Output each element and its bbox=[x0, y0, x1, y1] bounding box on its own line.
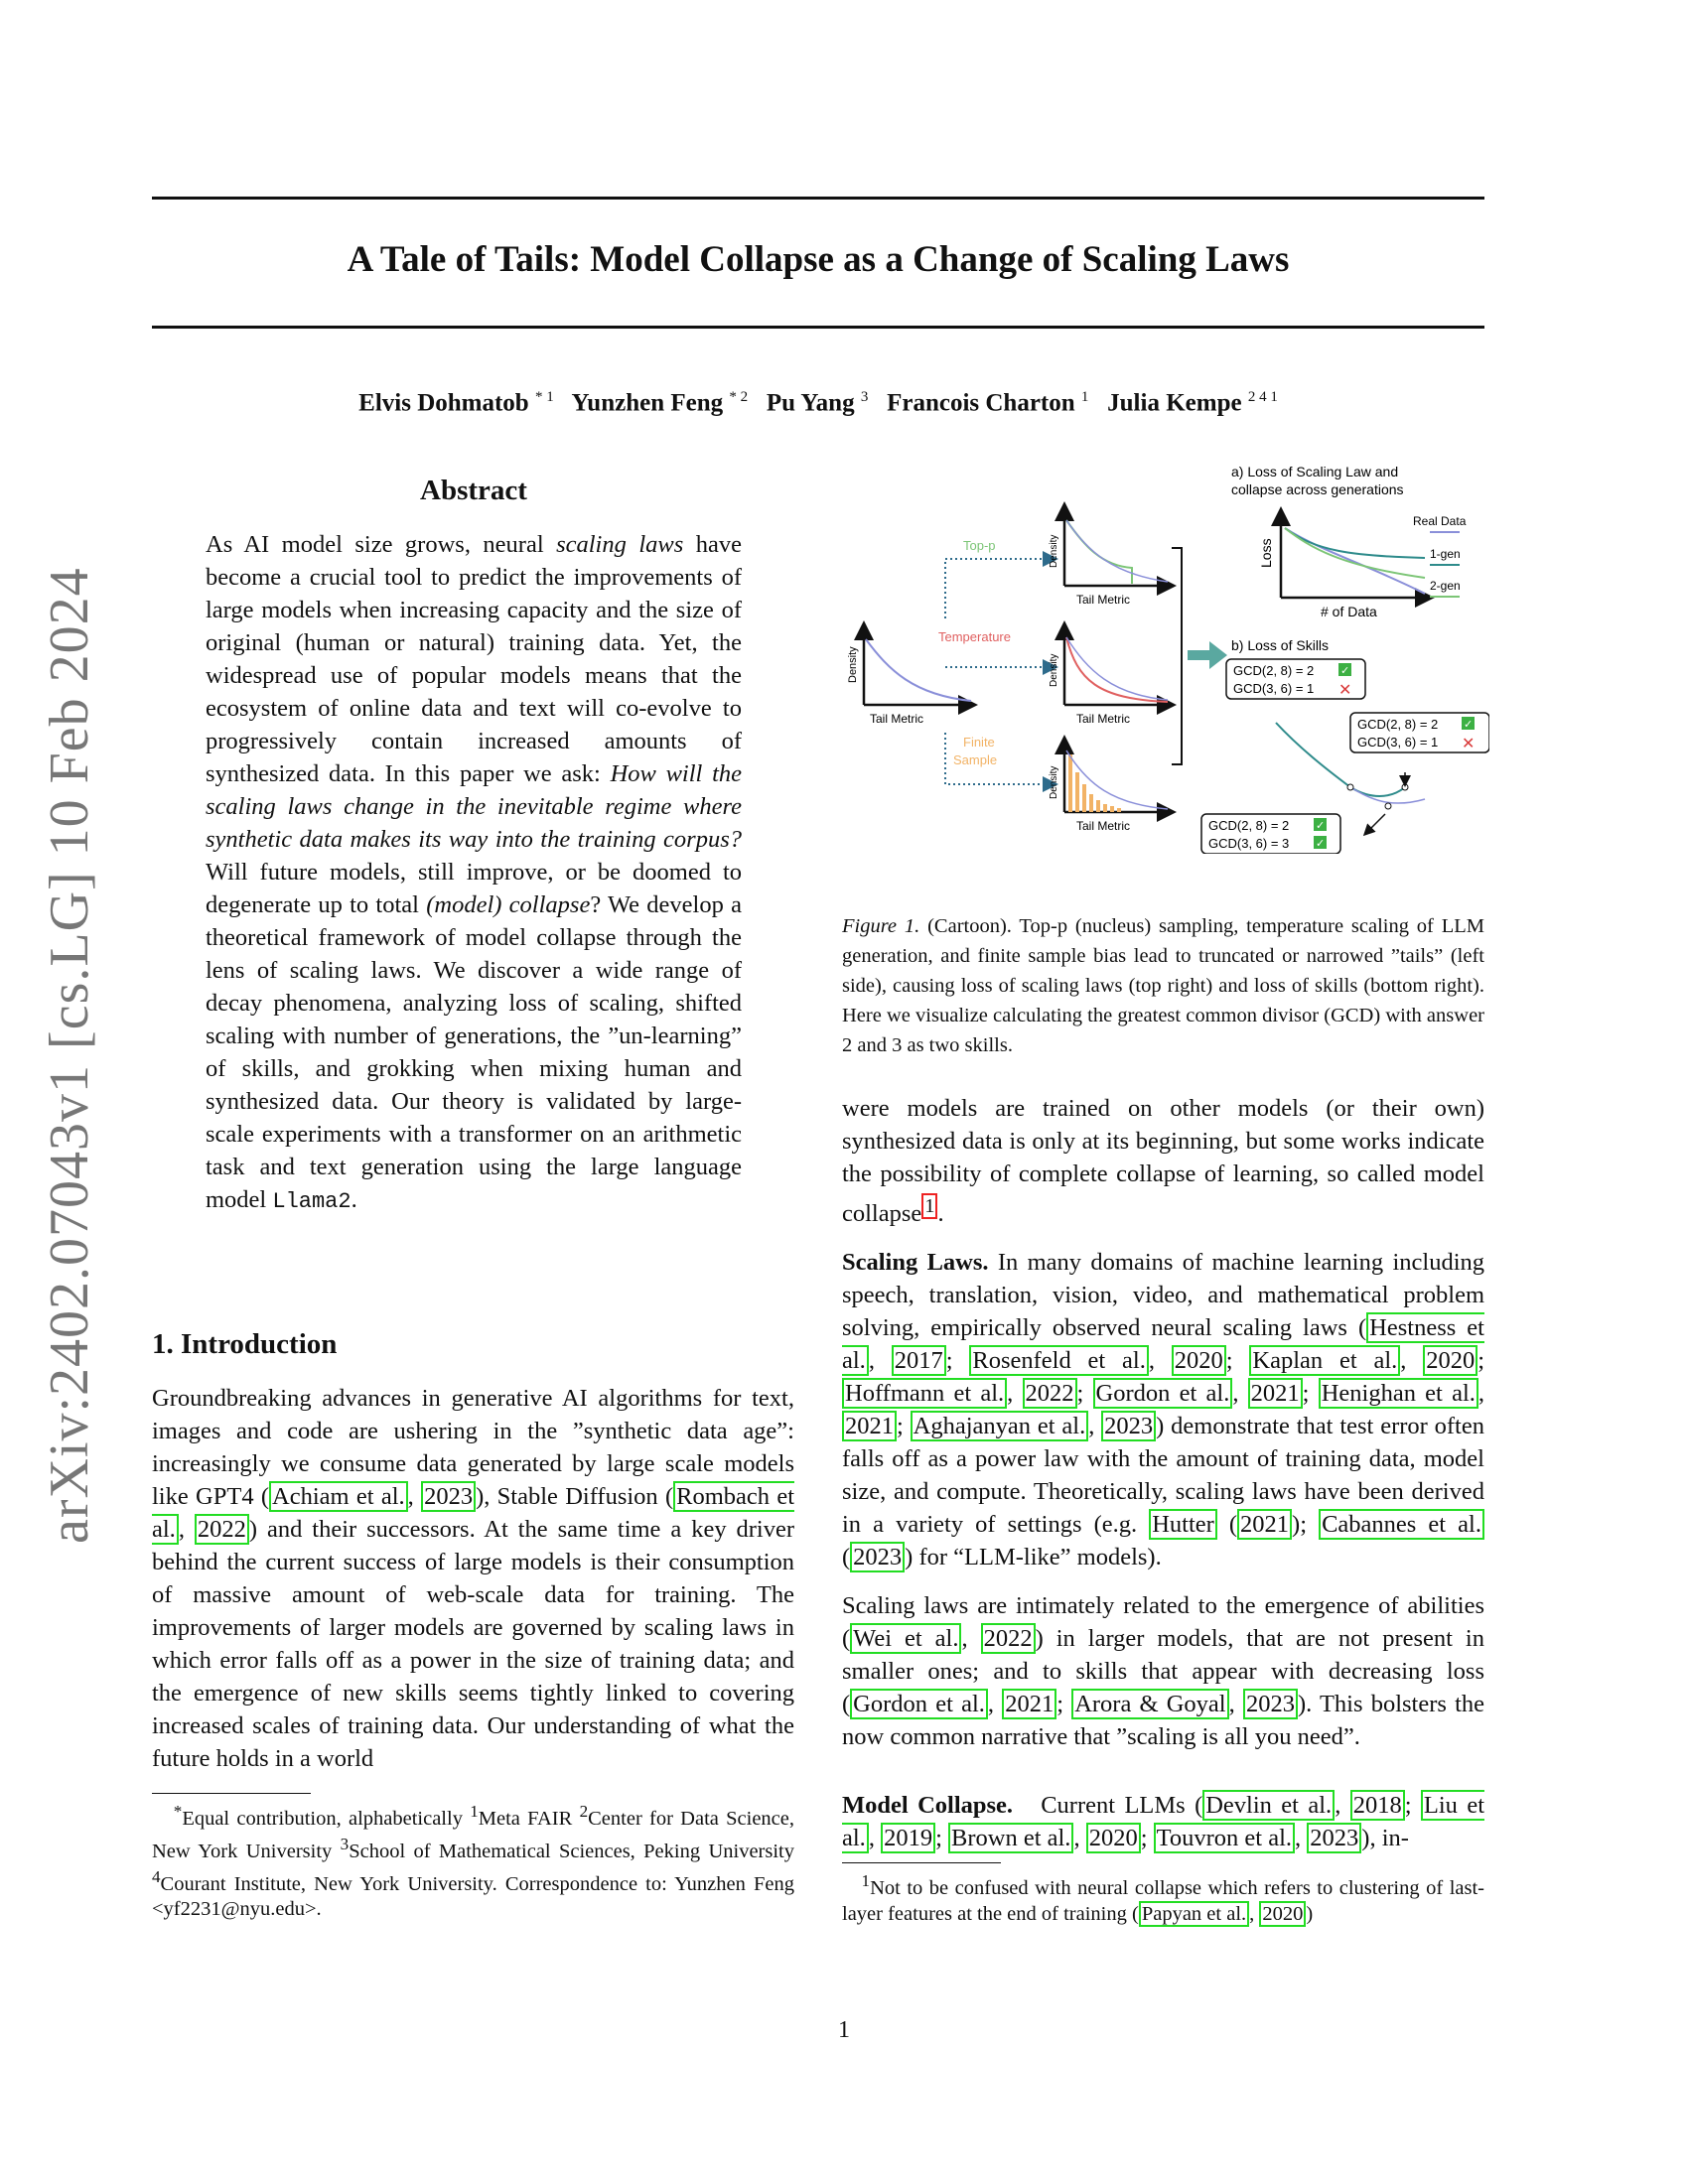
density-plot-temperature bbox=[1049, 625, 1172, 726]
svg-text:GCD(3, 6) = 1: GCD(3, 6) = 1 bbox=[1357, 735, 1439, 750]
author-name: Julia Kempe bbox=[1107, 389, 1242, 417]
density-label: Density bbox=[1049, 653, 1059, 687]
citation-link[interactable]: Arora & Goyal bbox=[1071, 1689, 1228, 1719]
citation-link[interactable]: 2023 bbox=[1243, 1689, 1298, 1719]
density-plot-top-p bbox=[1049, 506, 1172, 607]
citation-link[interactable]: 2021 bbox=[1237, 1509, 1292, 1540]
intro-text: Groundbreaking advances in generative AI algorithms for text, images and code are ushering in the ”synthetic data age”: increasingly we consume data generated by large scale models like GPT4 ( Achiam et al. , 2023 ), Stable Diffusion ( Rombach et al. , 2022 ) and their successors. At the same time a key driver behind the current success of large models is their consumption of massive amount of web-scale data for training. The improvements of larger models are governed by scaling laws in which error falls off as a power in the size of training data; and the emergence of new skills seems tightly linked to covering increased scales of training data. Our understanding of what the future holds in a world bbox=[152, 1385, 795, 1772]
citation-link[interactable]: Gordon et al. bbox=[1093, 1378, 1233, 1409]
svg-text:✓: ✓ bbox=[1316, 838, 1326, 850]
citation-link[interactable]: 2023 bbox=[1101, 1411, 1156, 1441]
author-affil: 1 bbox=[1080, 389, 1089, 405]
cross-icon: ✕ bbox=[1462, 736, 1476, 752]
citation-link[interactable]: 2021 bbox=[1248, 1378, 1303, 1409]
loss-axis-label: Loss bbox=[1258, 538, 1274, 568]
citation-link[interactable]: 2022 bbox=[195, 1514, 249, 1545]
svg-text:✓: ✓ bbox=[1316, 820, 1326, 832]
citation-link[interactable]: Hestness et al. bbox=[842, 1314, 1484, 1375]
figure-1-caption: Figure 1. (Cartoon). Top-p (nucleus) sampling, temperature scaling of LLM generation, and finite sample bias lead to truncated or narrowed ”tails” (left side), causing loss of scaling laws (top right) and loss of skills (bottom right). Here we visualize calculating the greatest common divisor (GCD) with answer 2 and 3 as two skills. bbox=[842, 915, 1484, 1056]
abstract-text: As AI model size grows, neural scaling laws have become a crucial tool to predict the improvements of large models when increasing capacity and the size of original (human or natural) training data. Yet, the widespread use of popular models means that the ecosystem of online data and text will co-evolve to progressively contain increased amounts of synthesized data. In this paper we ask: How will the scaling laws change in the inevitable regime where synthetic data makes its way into the training corpus? Will future models, still improve, or be doomed to degenerate up to total (model) collapse? We develop a theoretical framework of model collapse through the lens of scaling laws. We discover a wide range of decay phenomena, analyzing loss of scaling, shifted scaling with number of generations, the ”un-learning” of skills, and grokking when mixing human and synthesized data. Our theory is validated by large-scale experiments with a transformer on an arithmetic task and text generation using the large language model Llama2. bbox=[206, 531, 743, 1214]
author-name: Elvis Dohmatob bbox=[358, 389, 529, 417]
citation-link[interactable]: 2023 bbox=[850, 1542, 905, 1572]
arxiv-stamp: arXiv:2402.07043v1 [cs.LG] 10 Feb 2024 bbox=[39, 567, 100, 1544]
figure-label: Figure 1. bbox=[842, 915, 920, 937]
figure-panel-b-title: b) Loss of Skills bbox=[1231, 637, 1330, 653]
svg-text:GCD(2, 8) = 2: GCD(2, 8) = 2 bbox=[1208, 818, 1290, 833]
citation-link[interactable]: Hoffmann et al. bbox=[842, 1378, 1007, 1409]
density-label: Density bbox=[847, 646, 859, 683]
arrow-icon bbox=[1188, 641, 1227, 669]
citation-link[interactable]: 2020 bbox=[1423, 1345, 1477, 1376]
citation-link[interactable]: 2017 bbox=[892, 1345, 946, 1376]
citation-link[interactable]: 2020 bbox=[1172, 1345, 1226, 1376]
citation-link[interactable]: Devlin et al. bbox=[1202, 1790, 1335, 1821]
gcd-box-middle bbox=[1350, 713, 1489, 752]
author-affil: * 2 bbox=[729, 389, 749, 405]
title-rule-top bbox=[152, 197, 1484, 200]
title-rule-bottom bbox=[152, 326, 1484, 329]
citation-link[interactable]: Kaplan et al. bbox=[1249, 1345, 1400, 1376]
citation-link[interactable]: Papyan et al. bbox=[1139, 1901, 1249, 1927]
scaling-law-plot bbox=[1258, 511, 1467, 619]
density-label: Density bbox=[1049, 534, 1059, 568]
citation-link[interactable]: Gordon et al. bbox=[850, 1689, 988, 1719]
citation-link[interactable]: 2020 bbox=[1086, 1823, 1141, 1853]
density-label: Density bbox=[1049, 765, 1059, 799]
citation-link[interactable]: 2023 bbox=[421, 1481, 476, 1512]
citation-link[interactable]: 2021 bbox=[842, 1411, 897, 1441]
svg-text:✓: ✓ bbox=[1464, 719, 1474, 731]
temperature-label: Temperature bbox=[938, 629, 1011, 644]
gcd-box-bottom bbox=[1201, 814, 1340, 854]
legend-2-gen: 2-gen bbox=[1430, 579, 1461, 593]
author-affil: * 1 bbox=[534, 389, 554, 405]
density-plot-finite-sample bbox=[1049, 740, 1172, 833]
figure-panel-a-title-2: collapse across generations bbox=[1231, 481, 1404, 497]
citation-link[interactable]: Hutter bbox=[1149, 1509, 1217, 1540]
footnote-affiliations: *Equal contribution, alphabetically $^1$Meta FAIR $^2$Center for Data Science, New York University $^3$School of Mathematical Sciences, Peking University $^4$Courant Institute, New York University. Correspondence to: Yunzhen Feng <yf2231@nyu.edu>. bbox=[152, 1802, 795, 1921]
legend-real-data: Real Data bbox=[1413, 514, 1467, 528]
citation-link[interactable]: Brown et al. bbox=[948, 1823, 1073, 1853]
citation-link[interactable]: Cabannes et al. bbox=[1319, 1509, 1484, 1540]
citation-link[interactable]: Touvron et al. bbox=[1154, 1823, 1295, 1853]
paragraph-scaling-laws: Scaling Laws. In many domains of machine learning including speech, translation, vision, video, and mathematical problem solving, empirically observed neural scaling laws ( Hestness et al. , 2017 ; Rosenfeld et al. , 2020 ; Kaplan et al. , 2020 ; Hoffmann et al. , 2022 ; Gordon et al. , 2021 ; Henighan et al. , 2021 ; Aghajanyan et al. , 2023 ) demonstrate that test error often falls off as a power law with the amount of training data, model size, and compute. Theoretically, scaling laws have been derived in a variety of settings (e.g. Hutter ( 2021 ); Cabannes et al. ( 2023 ) for “LLM-like” models). bbox=[842, 1249, 1484, 1571]
paragraph-emergence: Scaling laws are intimately related to the emergence of abilities ( Wei et al. , 2022 ) in larger models, that are not present in smaller ones; and to skills that appear with decreasing loss ( Gordon et al. , 2021 ; Arora & Goyal , 2023 ). This bolsters the now common narrative that ”scaling is all you need”. bbox=[842, 1592, 1485, 1751]
abstract-heading: Abstract bbox=[420, 475, 527, 506]
citation-link[interactable]: Achiam et al. bbox=[269, 1481, 408, 1512]
tail-metric-label: Tail Metric bbox=[1076, 819, 1131, 833]
citation-link[interactable]: 2019 bbox=[881, 1823, 935, 1853]
author-list bbox=[152, 389, 1484, 417]
sample-label: Sample bbox=[953, 752, 998, 767]
intro-heading: 1. Introduction bbox=[152, 1328, 338, 1360]
citation-link[interactable]: Aghajanyan et al. bbox=[911, 1411, 1089, 1441]
svg-text:✓: ✓ bbox=[1340, 665, 1350, 677]
figure-panel-a-title: a) Loss of Scaling Law and bbox=[1231, 464, 1399, 479]
tail-metric-label: Tail Metric bbox=[1076, 593, 1131, 607]
citation-link[interactable]: 2022 bbox=[1023, 1378, 1077, 1409]
footnote-neural-collapse: $^1$Not to be confused with neural collapse which refers to clustering of last-layer features at the end of training ( Papyan et al. , 2020 ) bbox=[842, 1871, 1484, 1925]
footnote-rule-left bbox=[152, 1793, 311, 1794]
citation-link[interactable]: Wei et al. bbox=[850, 1623, 961, 1654]
footnote-link[interactable]: 1 bbox=[921, 1193, 937, 1219]
data-axis-label: # of Data bbox=[1321, 604, 1377, 619]
citation-link[interactable]: 2021 bbox=[1002, 1689, 1056, 1719]
citation-link[interactable]: 2022 bbox=[981, 1623, 1036, 1654]
paper-title: A Tale of Tails: Model Collapse as a Change of Scaling Laws bbox=[347, 239, 1290, 280]
legend-1-gen: 1-gen bbox=[1430, 547, 1461, 561]
code-llama2: Llama2 bbox=[272, 1189, 352, 1214]
footnote-rule-right bbox=[842, 1862, 1001, 1863]
svg-text:GCD(3, 6) = 3: GCD(3, 6) = 3 bbox=[1208, 836, 1290, 851]
citation-link[interactable]: Rosenfeld et al. bbox=[969, 1345, 1148, 1376]
citation-link[interactable]: Liu et al. bbox=[842, 1792, 1484, 1852]
author-name: Pu Yang bbox=[766, 389, 855, 417]
top-p-label: Top-p bbox=[963, 538, 996, 553]
author-affil: 2 4 1 bbox=[1247, 389, 1278, 405]
citation-link[interactable]: 2018 bbox=[1350, 1790, 1405, 1821]
citation-link[interactable]: 2023 bbox=[1307, 1823, 1361, 1853]
gcd-box-top-left bbox=[1226, 659, 1365, 699]
tail-metric-label: Tail Metric bbox=[870, 712, 924, 726]
right-column-text bbox=[842, 1092, 1484, 1854]
paragraph-model-collapse: Model Collapse. Current LLMs ( Devlin et al. , 2018 ; Liu et al. , 2019 ; Brown et al. , 2020 ; Touvron et al. , 2023 ), in- bbox=[842, 1792, 1484, 1852]
author-name: Francois Charton bbox=[887, 389, 1075, 417]
author-affil: 3 bbox=[860, 389, 869, 405]
page-number: 1 bbox=[838, 2017, 850, 2043]
cross-icon: ✕ bbox=[1338, 682, 1352, 699]
author-name: Yunzhen Feng bbox=[571, 389, 724, 417]
citation-link[interactable]: Rombach et al. bbox=[152, 1483, 795, 1543]
citation-link[interactable]: 2020 bbox=[1259, 1901, 1306, 1927]
svg-text:GCD(2, 8) = 2: GCD(2, 8) = 2 bbox=[1357, 717, 1439, 732]
svg-text:GCD(2, 8) = 2: GCD(2, 8) = 2 bbox=[1233, 663, 1315, 678]
finite-label: Finite bbox=[963, 735, 995, 750]
paragraph-collapse-intro: were models are trained on other models (or their own) synthesized data is only at its beginning, but some works indicate the possibility of complete collapse of learning, so called model collapse $^1$ . bbox=[842, 1095, 1484, 1228]
figure-1-cartoon bbox=[834, 457, 1489, 854]
tail-metric-label: Tail Metric bbox=[1076, 712, 1131, 726]
svg-text:GCD(3, 6) = 1: GCD(3, 6) = 1 bbox=[1233, 681, 1315, 696]
citation-link[interactable]: Henighan et al. bbox=[1319, 1378, 1478, 1409]
